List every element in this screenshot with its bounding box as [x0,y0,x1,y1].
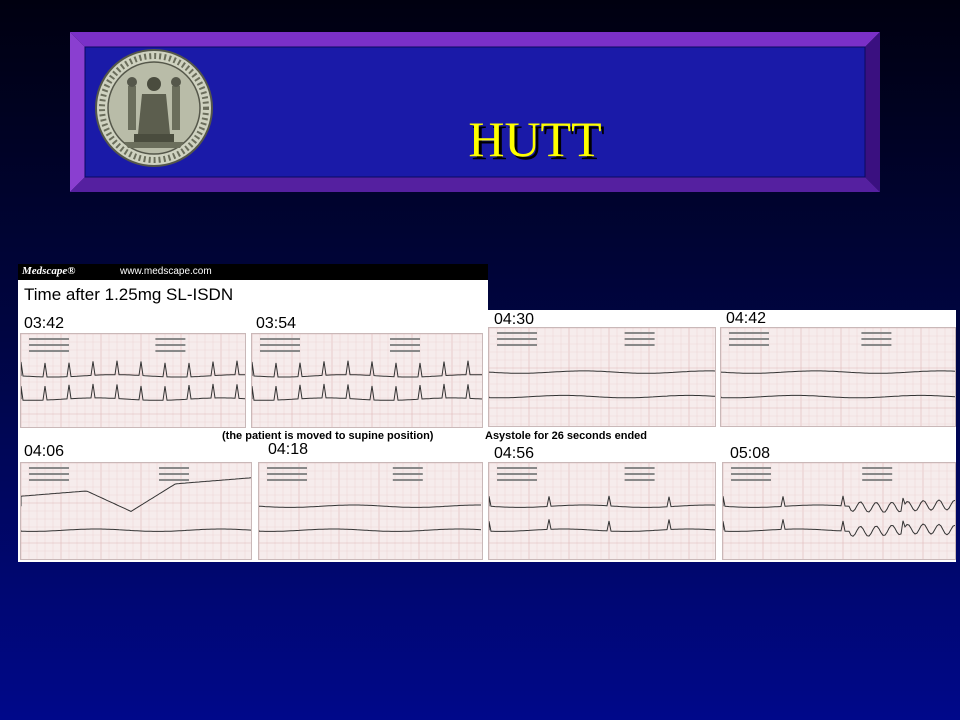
ecg-strip [20,462,252,560]
figure-title: Time after 1.25mg SL-ISDN [24,285,234,304]
figure-header-bar [18,264,488,280]
ecg-strip [20,333,246,428]
ecg-strip [488,327,716,427]
ecg-strip [720,327,956,427]
strip-time-label: 04:56 [494,445,535,462]
publisher-url: www.medscape.com [120,266,212,277]
asystole-note: Asystole for 26 seconds ended [485,430,647,442]
university-seal-logo [94,48,214,168]
slide-title: HUTT [468,111,602,167]
ecg-strip [722,462,956,560]
strip-time-label: 04:18 [268,441,309,458]
strip-time-label: 04:06 [24,443,65,460]
ecg-strip [258,462,483,560]
ecg-strip [488,462,716,560]
supine-note: (the patient is moved to supine position) [222,430,434,442]
strip-time-label: 04:42 [726,310,767,327]
strip-time-label: 03:42 [24,315,65,332]
publisher-logo: Medscape® [22,265,76,277]
strip-time-label: 05:08 [730,445,771,462]
strip-time-label: 04:30 [494,311,535,328]
strip-time-label: 03:54 [256,315,297,332]
ecg-strip [251,333,483,428]
